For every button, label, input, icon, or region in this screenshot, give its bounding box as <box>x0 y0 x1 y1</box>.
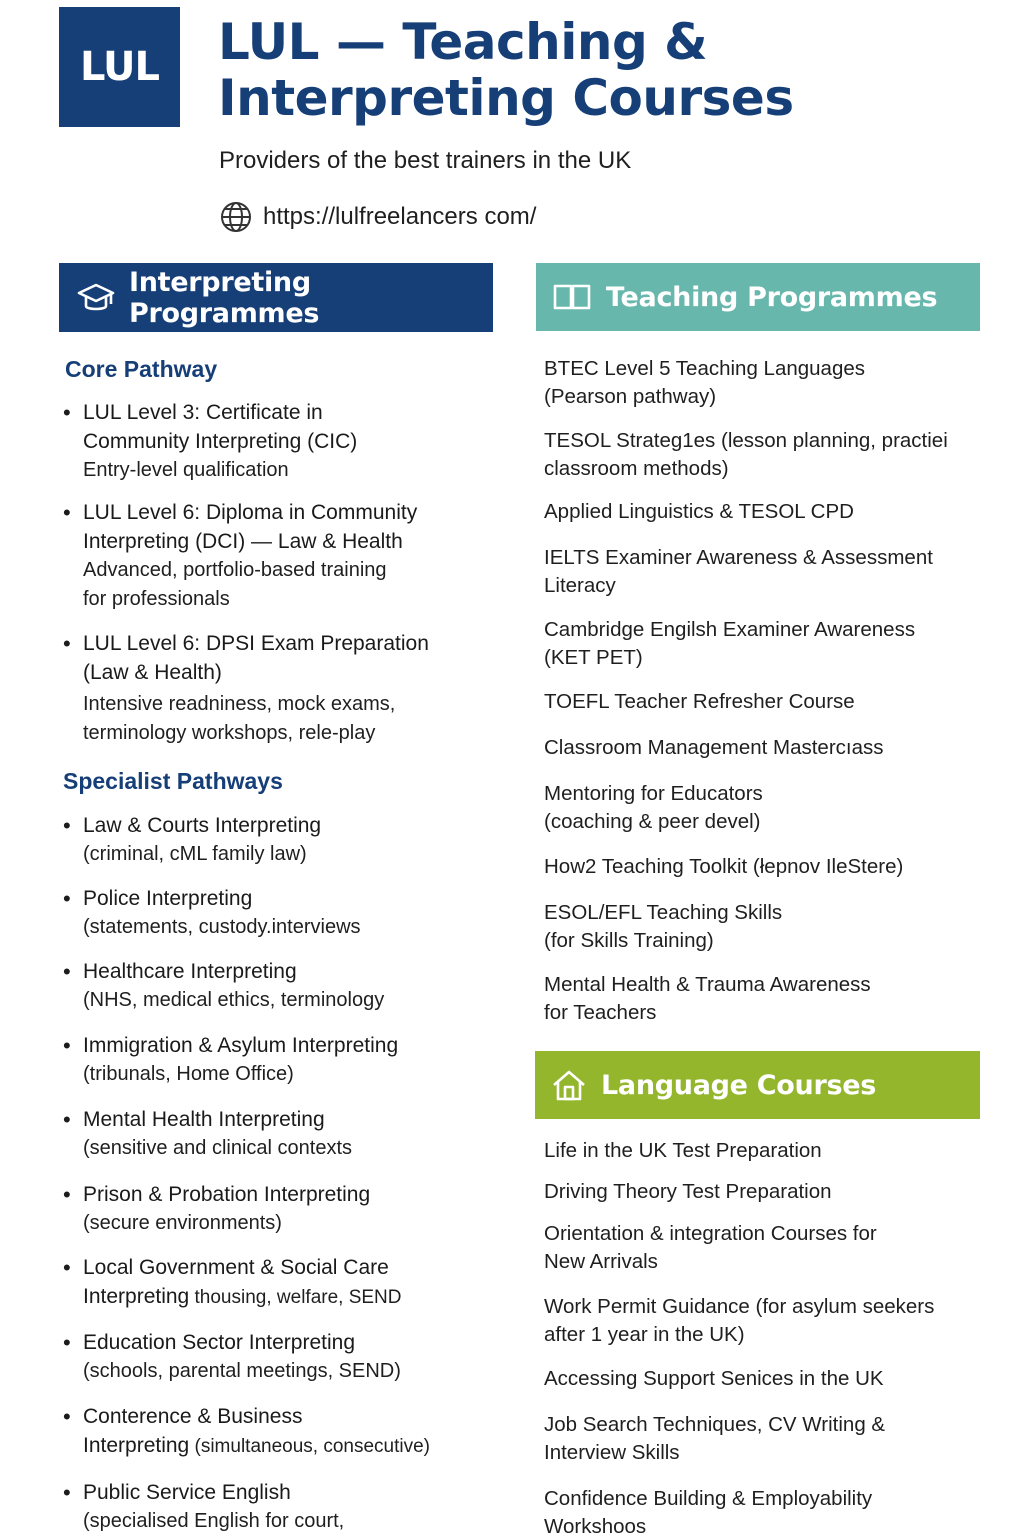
list-item: Applied Linguistics & TESOL CPD <box>544 500 854 523</box>
website-url[interactable]: https://lulfreelancers com/ <box>263 203 537 230</box>
list-item: Orientation & integration Courses for New Arrivals <box>544 1222 877 1273</box>
list-item: Cambridge Engilsh Examiner Awareness (KET PET) <box>544 618 916 669</box>
page-title <box>218 14 978 126</box>
teaching-programmes-header <box>536 263 980 331</box>
list-item: TOEFL Teacher Refresher Course <box>544 690 855 713</box>
globe-icon <box>219 200 253 234</box>
interpreting-programmes-header <box>59 263 493 332</box>
list-item: BTEC Level 5 Teaching Languages (Pearson pathway) <box>544 357 866 408</box>
teaching-programmes-title: Teaching Programmes <box>606 281 938 313</box>
website-link[interactable] <box>219 200 536 234</box>
house-icon <box>551 1068 587 1102</box>
logo-text: LUL <box>79 44 160 90</box>
page-title-line-1: LUL — Teaching & <box>218 13 708 71</box>
list-item: ESOL/EFL Teaching Skills (for Skills Training) <box>544 901 783 952</box>
list-item: Driving Theory Test Preparation <box>544 1180 832 1203</box>
list-item: Classroom Management Mastercıass <box>544 736 884 759</box>
list-item: Mental Health & Trauma Awareness for Teachers <box>544 973 871 1024</box>
list-item: How2 Teaching Toolkit (łepnov IleStere) <box>544 855 904 878</box>
page-title-line-2: Interpreting Courses <box>218 69 794 127</box>
list-item: Accessing Support Senices in the UK <box>544 1367 884 1390</box>
language-courses-title: Language Courses <box>601 1069 877 1101</box>
tagline: Providers of the best trainers in the UK <box>219 147 632 174</box>
list-item: Work Permit Guidance (for asylum seekers after 1 year in the UK) <box>544 1295 935 1346</box>
list-item: Life in the UK Test Preparation <box>544 1139 822 1162</box>
core-pathway-heading: Core Pathway <box>65 356 218 382</box>
open-book-icon <box>552 282 592 312</box>
logo <box>59 7 180 127</box>
list-item: TESOL Strateg1es (lesson planning, practiei classroom methods) <box>544 429 948 480</box>
list-item: IELTS Examiner Awareness & Assessment Literacy <box>544 546 933 597</box>
interpreting-programmes-title: Interpreting Programmes <box>129 266 320 329</box>
language-courses-header <box>535 1051 980 1119</box>
graduation-cap-icon <box>77 282 115 314</box>
specialist-pathways-heading: Specialist Pathways <box>63 768 283 794</box>
list-item: Confidence Building & Employability Workshoos <box>544 1487 873 1536</box>
list-item: Job Search Techniques, CV Writing & Interview Skills <box>544 1413 886 1464</box>
list-item: Mentoring for Educators (coaching & peer devel) <box>544 782 763 833</box>
